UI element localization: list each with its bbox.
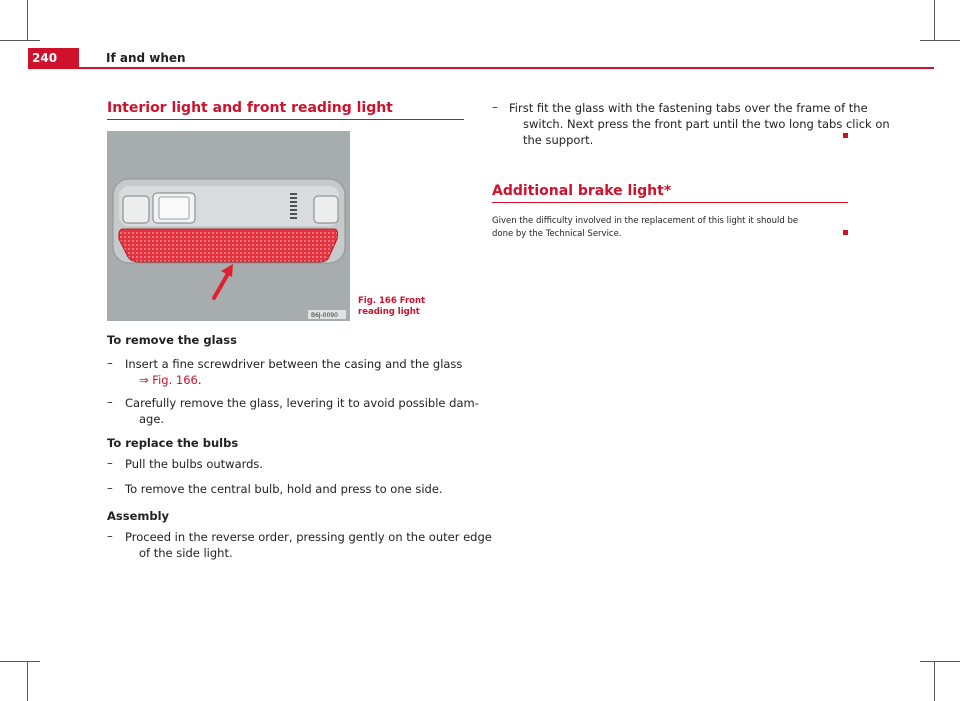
list-dash: – (107, 395, 113, 409)
brake-light-para-line-2: done by the Technical Service. (492, 229, 622, 239)
crop-mark (934, 0, 935, 40)
section-end-mark (843, 133, 848, 138)
section-title-interior-light: Interior light and front reading light (107, 100, 393, 116)
list-dash: – (107, 356, 113, 370)
remove-step-1-end: . (197, 373, 202, 387)
section-rule (492, 202, 848, 203)
reading-light-illustration (107, 131, 350, 321)
page-number: 240 (32, 51, 58, 65)
brake-light-para-line-1: Given the difficulty involved in the replacement of this light it should be (492, 216, 799, 226)
remove-step-1-line-2 (139, 372, 201, 388)
assembly-step-1-line-1: Proceed in the reverse order, pressing gently on the outer edge (125, 530, 492, 544)
figure-caption: Fig. 166 Front reading light (358, 296, 426, 317)
list-dash: – (107, 529, 113, 543)
remove-step-2-line-2: age. (139, 412, 165, 426)
figure-reading-light (107, 131, 350, 321)
list-dash: – (107, 456, 113, 470)
list-dash: – (107, 481, 113, 495)
replace-step-2: To remove the central bulb, hold and press to one side. (125, 482, 443, 496)
crop-mark (934, 661, 935, 701)
crop-mark (0, 40, 40, 41)
remove-step-2-line-1: Carefully remove the glass, levering it to avoid possible dam- (125, 396, 479, 410)
heading-replace-bulbs: To replace the bulbs (107, 436, 239, 450)
fit-glass-line-2: switch. Next press the front part until the two long tabs click on (523, 117, 890, 131)
figure-reference-link[interactable]: ⇒ Fig. 166 (139, 373, 198, 387)
figure-code: B6J-0090 (311, 312, 338, 319)
heading-remove-glass: To remove the glass (107, 333, 237, 347)
crop-mark (0, 661, 40, 662)
running-title: If and when (106, 51, 186, 65)
crop-mark (27, 0, 28, 40)
crop-mark (27, 661, 28, 701)
remove-step-1-line-1: Insert a fine screwdriver between the casing and the glass (125, 357, 463, 371)
section-rule (107, 119, 464, 120)
section-title-brake-light: Additional brake light* (492, 183, 672, 199)
replace-step-1: Pull the bulbs outwards. (125, 457, 264, 471)
assembly-step-1-line-2: of the side light. (139, 546, 233, 560)
list-dash: – (492, 100, 498, 114)
crop-mark (920, 40, 960, 41)
fit-glass-line-1: First fit the glass with the fastening tabs over the frame of the (509, 101, 868, 115)
fit-glass-line-3: the support. (523, 133, 594, 147)
crop-mark (920, 661, 960, 662)
heading-assembly: Assembly (107, 509, 170, 523)
section-end-mark (843, 230, 848, 235)
